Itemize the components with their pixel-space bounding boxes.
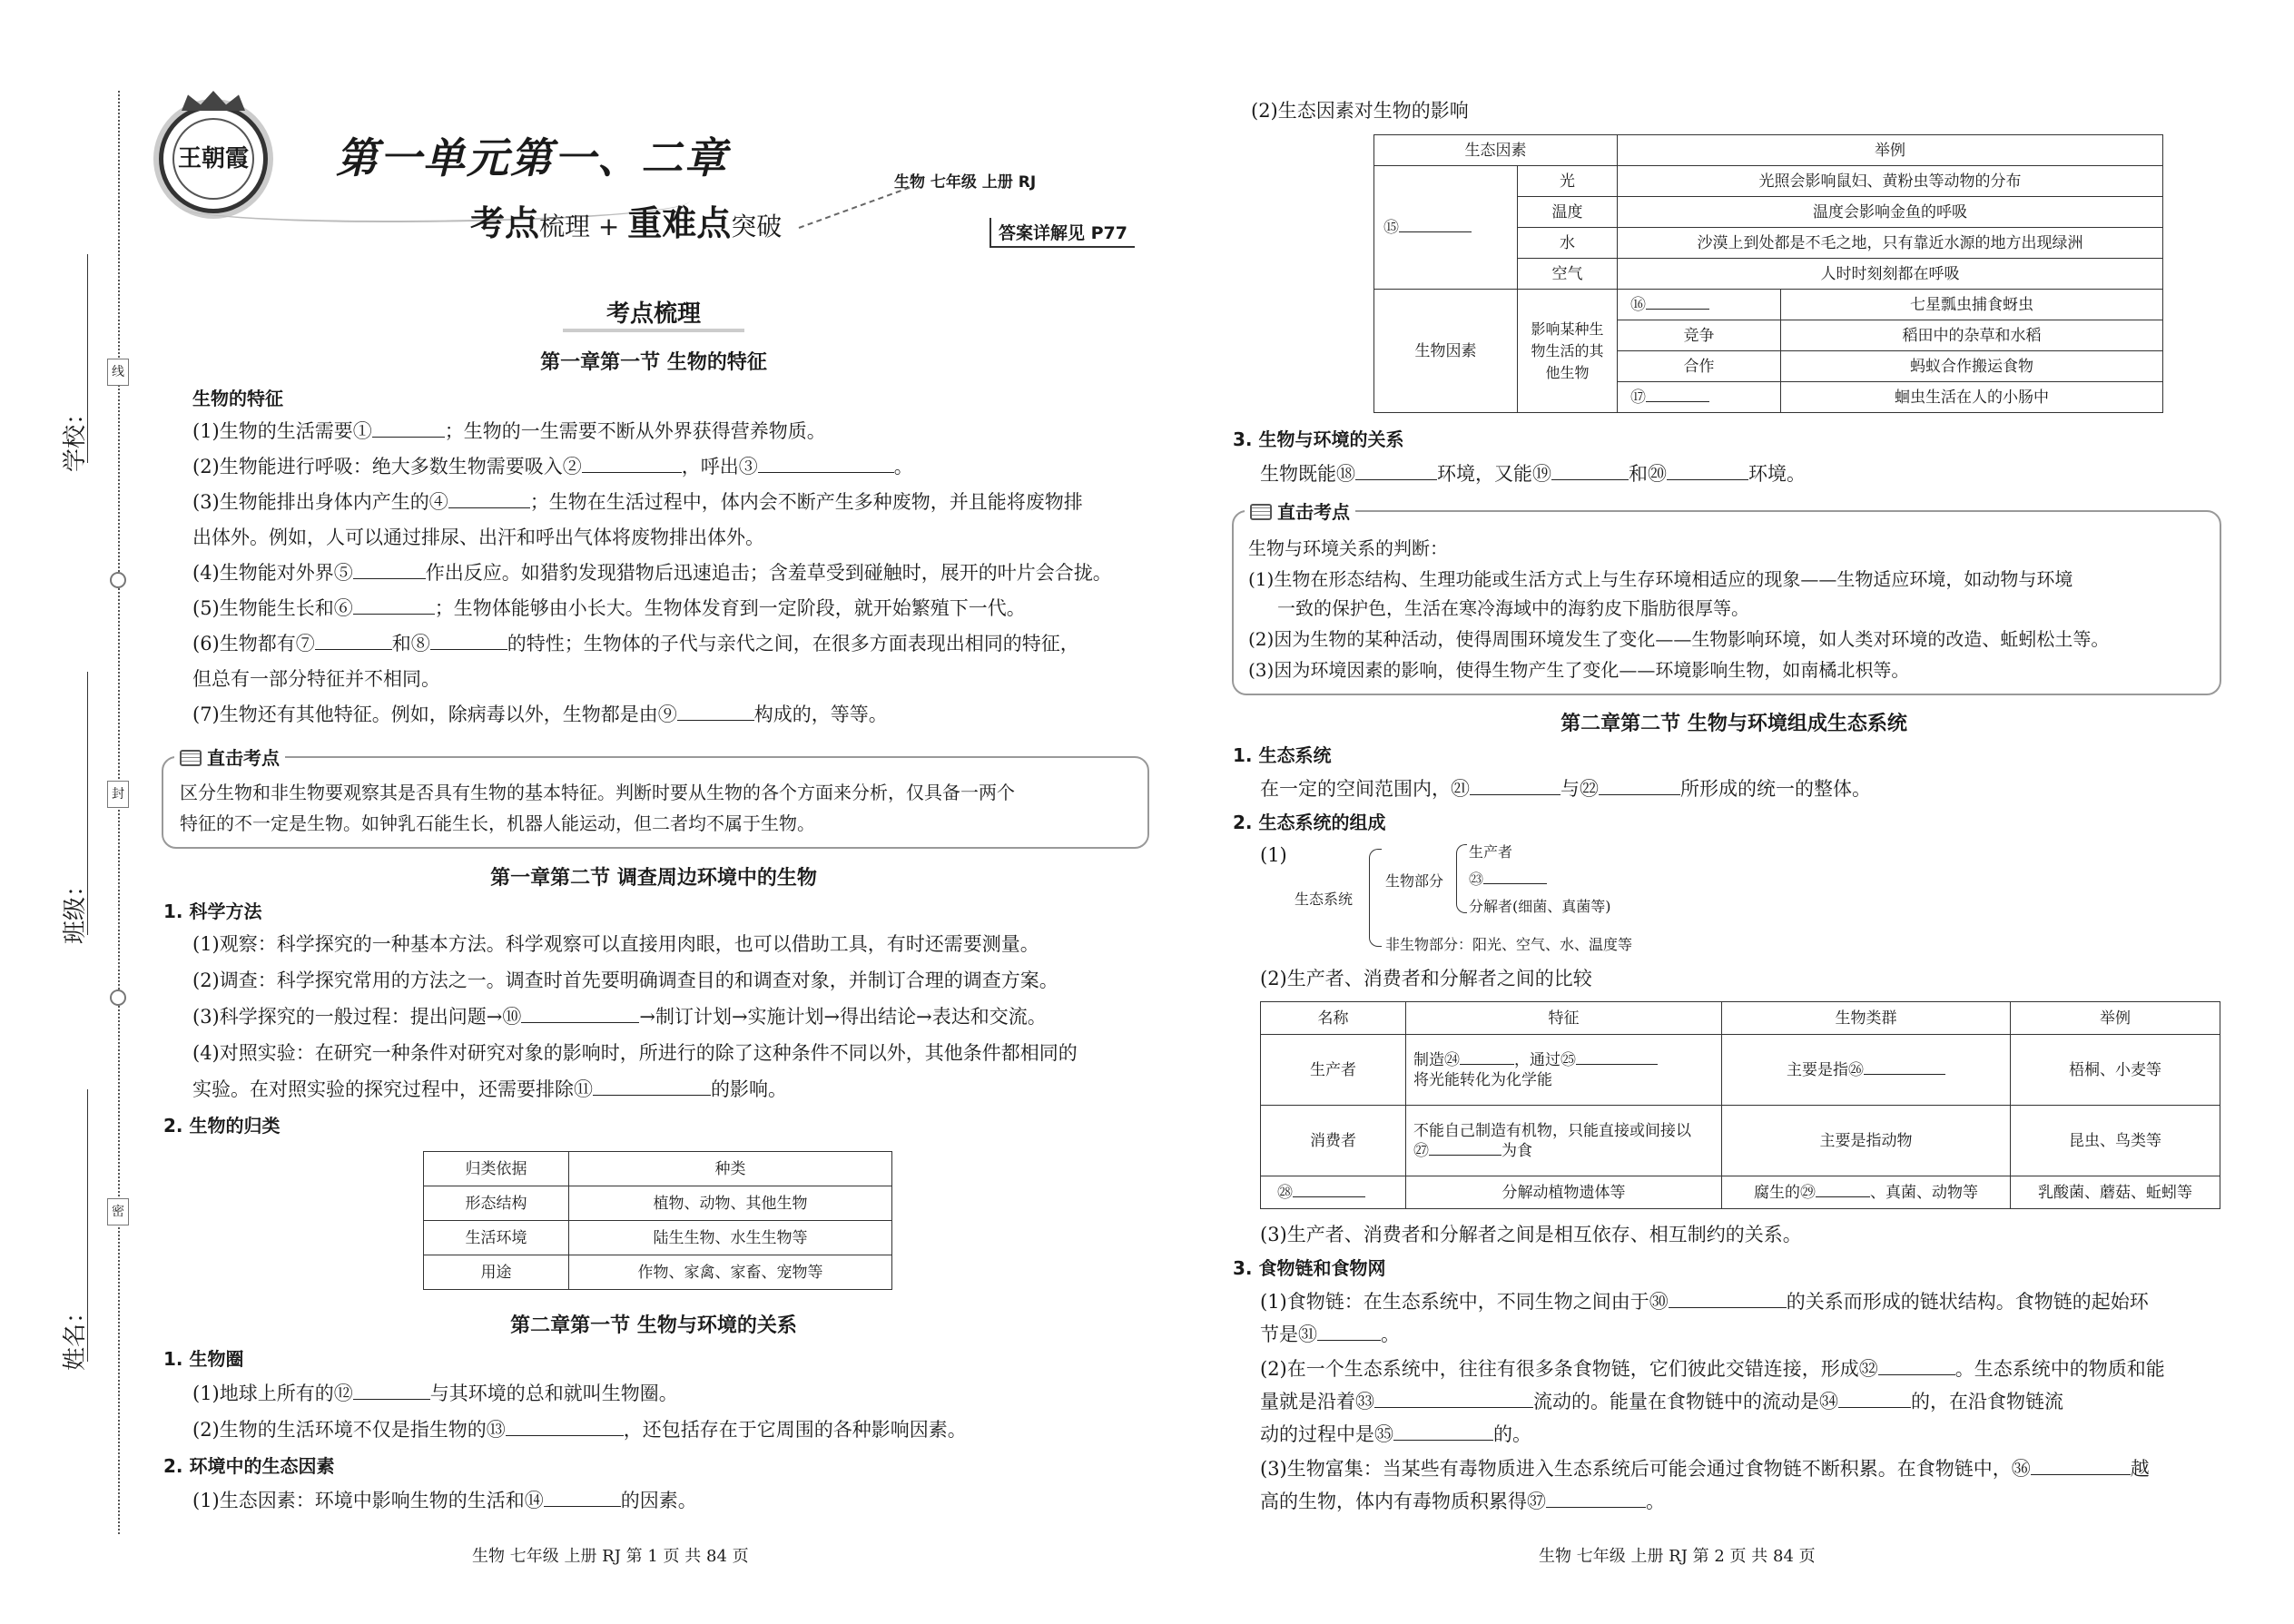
method-4a: (4)对照实验：在研究一种条件对研究对象的影响时，所进行的除了这种条件不同以外，其他条件都相同的 xyxy=(192,1042,1078,1064)
biosphere-heading: 1. 生物圈 xyxy=(163,1348,244,1370)
header-meta: 生物 七年级 上册 RJ xyxy=(894,173,1037,192)
key-point-2-line4: (3)因为环境因素的影响，使得生物产生了变化——环境影响生物，如南橘北枳等。 xyxy=(1248,659,1910,681)
relation-heading: 3. 生物与环境的关系 xyxy=(1233,428,1404,450)
table-row: 形态结构 植物、动物、其他生物 xyxy=(424,1186,892,1221)
seal-mark-2: 封 xyxy=(107,781,129,808)
diagram-biotic: 生物部分 xyxy=(1385,872,1444,890)
key-point-tag: 直击考点 xyxy=(1245,497,1355,524)
classification-table xyxy=(423,1151,892,1290)
book-icon xyxy=(180,750,202,766)
unit-title: 第一单元第一、二章 xyxy=(336,133,728,182)
producer-group: 主要是指㉖ xyxy=(1722,1035,2011,1106)
chapter1-section2-title: 第一章第二节 调查周边环境中的生物 xyxy=(490,867,817,890)
key-point-1-line1: 区分生物和非生物要观察其是否具有生物的基本特征。判断时要从生物的各个方面来分析，仅具备一两个 xyxy=(180,782,1015,803)
key-point-2-line2: 一致的保护色，生活在寒冷海域中的海豹皮下脂肪很厚等。 xyxy=(1277,597,1749,619)
diagram-brace-biotic xyxy=(1456,844,1467,913)
feature-2: (2)生物能进行呼吸：绝大多数生物需要吸入② ，呼出③ 。 xyxy=(192,456,913,477)
footer-right: 生物 七年级 上册 RJ 第 2 页 共 84 页 xyxy=(1539,1547,1816,1566)
consumer-feature: 不能自己制造有机物，只能直接或间接以 ㉗ 为食 xyxy=(1406,1106,1722,1176)
diagram-blank-23: ㉓ xyxy=(1469,870,1547,890)
crown-icon xyxy=(182,91,245,111)
relation-line: 生物既能⑱ 环境，又能⑲ 和⑳ 环境。 xyxy=(1260,463,1806,485)
feature-3b: 出体外。例如，人可以通过排尿、出汗和呼出气体将废物排出体外。 xyxy=(192,527,764,548)
comparison-table xyxy=(1260,1001,2220,1209)
classification-heading: 2. 生物的归类 xyxy=(163,1115,281,1137)
food-chain-1b: 节是㉛ 。 xyxy=(1260,1324,1400,1345)
producer-feature: 制造㉔ ，通过㉕ 将光能转化为化学能 xyxy=(1406,1035,1722,1106)
key-point-tag: 直击考点 xyxy=(174,743,285,770)
blank-28: ㉘ xyxy=(1261,1176,1406,1209)
feature-3a: (3)生物能排出身体内产生的④ ；生物在生活过程中，体内会不断产生多种废物，并且能将废物排 xyxy=(192,491,1083,513)
class-label: 班级： xyxy=(62,872,89,944)
blank-17: ⑰ xyxy=(1618,382,1781,413)
table-row: 消费者 不能自己制造有机物，只能直接或间接以 ㉗ 为食 主要是指动物 昆虫、鸟类等 xyxy=(1261,1106,2220,1176)
eco-factors-heading: 2. 环境中的生态因素 xyxy=(163,1455,335,1477)
table-row: 水 沙漠上到处都是不毛之地，只有靠近水源的地方出现绿洲 xyxy=(1374,228,2163,259)
seal-mark-3: 密 xyxy=(107,1198,129,1225)
feature-6b: 但总有一部分特征并不相同。 xyxy=(192,668,440,690)
other-organisms-cell: 影响某种生 物生活的其 他生物 xyxy=(1518,290,1618,413)
table-row: 空气 人时时刻刻都在呼吸 xyxy=(1374,259,2163,290)
table-row: 温度 温度会影响金鱼的呼吸 xyxy=(1374,197,2163,228)
table-row: ⑰ 蛔虫生活在人的小肠中 xyxy=(1374,382,2163,413)
blank-16: ⑯ xyxy=(1618,290,1781,320)
answer-ref: 答案详解见 P77 xyxy=(989,218,1135,248)
ecosystem-heading: 1. 生态系统 xyxy=(1233,744,1332,766)
name-line xyxy=(87,1089,88,1362)
feature-5: (5)生物能生长和⑥ ；生物体能够由小长大。生物体发育到一定阶段，就开始繁殖下一代。 xyxy=(192,597,1026,619)
food-chain-3b: 高的生物，体内有毒物质积累得㊲ 。 xyxy=(1260,1491,1665,1512)
circle-mark-2 xyxy=(110,989,126,1006)
circle-mark-1 xyxy=(110,572,126,588)
class-line xyxy=(87,672,88,935)
school-line xyxy=(87,254,88,463)
name-label: 姓名： xyxy=(62,1299,89,1371)
chapter2-section2-title: 第二章第二节 生物与环境组成生态系统 xyxy=(1561,713,1907,735)
features-heading: 生物的特征 xyxy=(192,388,283,409)
table-row: 归类依据 种类 xyxy=(424,1152,892,1186)
header-dashed-line xyxy=(799,187,911,229)
food-chain-2b: 量就是沿着㉝ 流动的。能量在食物链中的流动是㉞ 的，在沿食物链流 xyxy=(1260,1391,2063,1412)
seal-mark-1: 线 xyxy=(107,359,129,386)
diagram-producer: 生产者 xyxy=(1469,843,1513,861)
method-2: (2)调查：科学探究常用的方法之一。调查时首先要明确调查目的和调查对象，并制订合理的调查方案。 xyxy=(192,969,1058,991)
book-icon xyxy=(1250,504,1272,520)
composition-heading: 2. 生态系统的组成 xyxy=(1233,812,1386,833)
feature-7: (7)生物还有其他特征。例如，除病毒以外，生物都是由⑨ 构成的，等等。 xyxy=(192,704,888,725)
key-point-box-1 xyxy=(162,747,1149,849)
binding-margin xyxy=(0,0,127,1624)
method-4b: 实验。在对照实验的探究过程中，还需要排除⑪ 的影响。 xyxy=(192,1078,787,1100)
table-row: 竞争 稻田中的杂草和水稻 xyxy=(1374,320,2163,351)
method-1: (1)观察：科学探究的一种基本方法。科学观察可以直接用肉眼，也可以借助工具，有时还需要测量。 xyxy=(192,933,1039,955)
diagram-root: 生态系统 xyxy=(1295,891,1354,908)
footer-left: 生物 七年级 上册 RJ 第 1 页 共 84 页 xyxy=(472,1547,749,1566)
food-chain-1a: (1)食物链：在生态系统中，不同生物之间由于㉚ 的关系而形成的链状结构。食物链的起始环 xyxy=(1260,1291,2149,1313)
table-row: 生活环境 陆生生物、水生生物等 xyxy=(424,1221,892,1255)
food-chain-2c: 动的过程中是㉟ 的。 xyxy=(1260,1423,1531,1445)
table-row: 生物因素 影响某种生 物生活的其 他生物 ⑯ 七星瓢虫捕食蚜虫 xyxy=(1374,290,2163,320)
decomposer-group: 腐生的㉙ 、真菌、动物等 xyxy=(1722,1176,2011,1209)
table-row: 生态因素 举例 xyxy=(1374,135,2163,166)
biosphere-1: (1)地球上所有的⑫ 与其环境的总和就叫生物圈。 xyxy=(192,1383,678,1404)
factor-effects-heading: (2)生态因素对生物的影响 xyxy=(1251,100,1469,122)
methods-heading: 1. 科学方法 xyxy=(163,901,262,922)
feature-4: (4)生物能对外界⑤ 作出反应。如猎豹发现猎物后迅速追击；含羞草受到碰触时，展开的叶片会合拢。 xyxy=(192,562,1112,584)
method-3: (3)科学探究的一般过程：提出问题→⑩ →制订计划→实施计划→得出结论→表达和交流。 xyxy=(192,1006,1047,1028)
food-chain-2a: (2)在一个生态系统中，往往有很多条食物链，它们彼此交错连接，形成㉜ 。生态系统中的物质和能 xyxy=(1260,1358,2165,1380)
school-label: 学校： xyxy=(62,400,89,472)
eco-factor-1: (1)生态因素：环境中影响生物的生活和⑭ 的因素。 xyxy=(192,1490,697,1511)
composition-1-label: (1) xyxy=(1260,844,1287,866)
table-row: 生产者 制造㉔ ，通过㉕ 将光能转化为化学能 主要是指㉖ 梧桐、小麦等 xyxy=(1261,1035,2220,1106)
key-point-2-line0: 生物与环境关系的判断： xyxy=(1248,537,1448,559)
diagram-decomposer: 分解者(细菌、真菌等) xyxy=(1469,898,1611,915)
comparison-3: (3)生产者、消费者和分解者之间是相互依存、相互制约的关系。 xyxy=(1260,1224,1802,1245)
food-chain-3a: (3)生物富集：当某些有毒物质进入生态系统后可能会通过食物链不断积累。在食物链中，㊱ 越 xyxy=(1260,1458,2150,1480)
factor-table xyxy=(1373,134,2163,413)
chapter2-section1-title: 第二章第一节 生物与环境的关系 xyxy=(510,1314,797,1337)
key-point-2-line3: (2)因为生物的某种活动，使得周围环境发生了变化——生物影响环境，如人类对环境的改造、蚯蚓松土等。 xyxy=(1248,628,2110,650)
food-chain-heading: 3. 食物链和食物网 xyxy=(1233,1257,1386,1279)
cut-line xyxy=(118,91,120,1534)
feature-1: (1)生物的生活需要① ；生物的一生需要不断从外界获得营养物质。 xyxy=(192,420,826,442)
key-point-box-2 xyxy=(1232,501,2221,695)
section-title: 考点梳理 xyxy=(563,295,744,332)
key-point-2-line1: (1)生物在形态结构、生理功能或生活方式上与生存环境相适应的现象——生物适应环境，如动物与环境 xyxy=(1248,568,2073,590)
biosphere-2: (2)生物的生活环境不仅是指生物的⑬ ，还包括存在于它周围的各种影响因素。 xyxy=(192,1419,967,1441)
table-row: ㉘ 分解动植物遗体等 腐生的㉙ 、真菌、动物等 乳酸菌、蘑菇、蚯蚓等 xyxy=(1261,1176,2220,1209)
key-point-1-line2: 特征的不一定是生物。如钟乳石能生长，机器人能运动，但二者均不属于生物。 xyxy=(180,812,815,834)
blank-15: ⑮ xyxy=(1374,166,1518,290)
table-row: ⑮ 光 光照会影响鼠妇、黄粉虫等动物的分布 xyxy=(1374,166,2163,197)
ecosystem-def: 在一定的空间范围内，㉑ 与㉒ 所形成的统一的整体。 xyxy=(1260,778,1871,800)
subtitle: 考点梳理 + 重难点突破 xyxy=(470,203,783,243)
table-row: 合作 蚂蚁合作搬运食物 xyxy=(1374,351,2163,382)
feature-6a: (6)生物都有⑦ 和⑧ 的特性；生物体的子代与亲代之间，在很多方面表现出相同的特征， xyxy=(192,633,1079,655)
diagram-brace-root xyxy=(1369,849,1382,947)
logo-text: 王朝霞 xyxy=(177,145,249,172)
table-row: 用途 作物、家禽、家畜、宠物等 xyxy=(424,1255,892,1290)
comparison-heading: (2)生产者、消费者和分解者之间的比较 xyxy=(1260,968,1592,989)
diagram-abiotic: 非生物部分：阳光、空气、水、温度等 xyxy=(1385,936,1633,953)
table-row: 名称 特征 生物类群 举例 xyxy=(1261,1002,2220,1035)
chapter1-section1-title: 第一章第一节 生物的特征 xyxy=(540,351,767,374)
